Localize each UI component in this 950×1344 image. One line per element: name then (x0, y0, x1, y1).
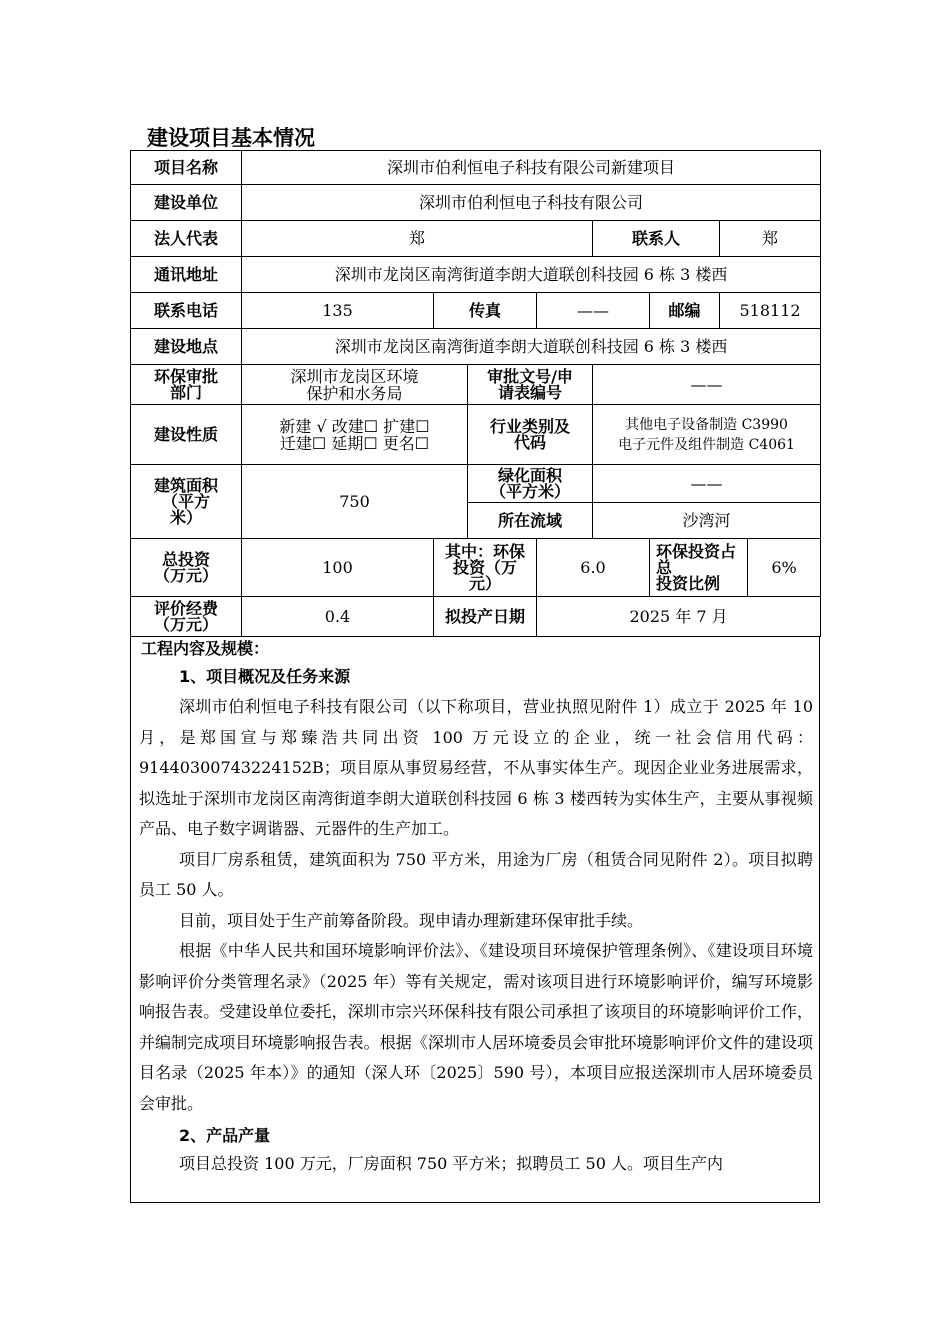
project-content-section (130, 636, 820, 1203)
basin-value: 沙湾河 (593, 503, 821, 539)
industry-label: 行业类别及 代码 (468, 405, 593, 465)
construction-unit-value: 深圳市伯利恒电子科技有限公司 (242, 185, 821, 221)
basin-label: 所在流域 (468, 503, 593, 539)
row-construction-unit (131, 185, 821, 221)
paragraph-5: 项目总投资 100 万元，厂房面积 750 平方米；拟聘员工 50 人。项目生产内 (179, 1154, 723, 1173)
approval-dept-label: 环保审批 部门 (131, 365, 242, 405)
green-area-label: 绿化面积 （平方米） (468, 465, 593, 503)
eval-fee-label: 评价经费 （万元） (131, 597, 242, 637)
section-1-title: 1、项目概况及任务来源 (179, 667, 351, 686)
env-ratio-value: 6% (748, 539, 821, 597)
env-ratio-label: 环保投资占总 投资比例 (650, 539, 748, 597)
project-info-table (130, 150, 821, 637)
env-investment-value: 6.0 (537, 539, 650, 597)
legal-rep-value: 郑 (242, 221, 593, 257)
area-label: 建筑面积 （平方 米） (131, 465, 242, 539)
postcode-label: 邮编 (650, 293, 720, 329)
area-value: 750 (242, 465, 468, 539)
fax-value: —— (537, 293, 650, 329)
address-label: 通讯地址 (131, 257, 242, 293)
phone-value: 135 (242, 293, 434, 329)
project-name-label: 项目名称 (131, 151, 242, 185)
green-area-value: —— (593, 465, 821, 503)
approval-dept-value: 深圳市龙岗区环境 保护和水务局 (242, 365, 468, 405)
approval-doc-value: —— (593, 365, 821, 405)
env-investment-label: 其中：环保 投资（万 元） (434, 539, 537, 597)
row-investment (131, 539, 821, 597)
row-legal-rep (131, 221, 821, 257)
nature-label: 建设性质 (131, 405, 242, 465)
row-project-name (131, 151, 821, 185)
total-investment-label: 总投资 （万元） (131, 539, 242, 597)
total-investment-value: 100 (242, 539, 434, 597)
fax-label: 传真 (434, 293, 537, 329)
paragraph-2: 项目厂房系租赁，建筑面积为 750 平方米，用途为厂房（租赁合同见附件 2）。项目拟聘员工 50 人。 (139, 849, 813, 899)
row-nature (131, 405, 821, 465)
postcode-value: 518112 (720, 293, 821, 329)
row-approval (131, 365, 821, 405)
row-eval-fee (131, 597, 821, 637)
construction-unit-label: 建设单位 (131, 185, 242, 221)
paragraph-4: 根据《中华人民共和国环境影响评价法》、《建设项目环境保护管理条例》、《建设项目环境影响评价分类管理名录》（2025 年）等有关规定，需对该项目进行环境影响评价，编写环境影响报告表。受建设单位委托，深圳市宗兴环保科技有限公司承担了该项目的环境影响评价工作，并编制完成项目环境影响报告表。根据《深圳市人居环境委员会审批环境影响评价文件的建设项目名录（2025 年本）》的通知（深人环〔2025〕590 号），本项目应报送深圳市人居环境委员会审批。 (139, 941, 813, 1113)
contact-value: 郑 (720, 221, 821, 257)
row-phone (131, 293, 821, 329)
nature-options (242, 405, 468, 465)
content-heading: 工程内容及规模： (141, 639, 270, 658)
eval-fee-value: 0.4 (242, 597, 434, 637)
paragraph-3: 目前，项目处于生产前筹备阶段。现申请办理新建环保审批手续。 (179, 910, 644, 930)
site-value: 深圳市龙岗区南湾街道李朗大道联创科技园 6 栋 3 楼西 (242, 329, 821, 365)
production-date-label: 拟投产日期 (434, 597, 537, 637)
row-address (131, 257, 821, 293)
phone-label: 联系电话 (131, 293, 242, 329)
nature-options-line-2: 迁建☐ 延期☐ 更名☐ (279, 433, 430, 453)
section-2-title: 2、产品产量 (179, 1126, 271, 1145)
industry-value: 其他电子设备制造 C3990 电子元件及组件制造 C4061 (593, 405, 821, 465)
address-value: 深圳市龙岗区南湾街道李朗大道联创科技园 6 栋 3 楼西 (242, 257, 821, 293)
page-title: 建设项目基本情况 (147, 126, 315, 150)
nature-options-line-1: 新建 √ 改建☐ 扩建☐ (279, 416, 430, 436)
row-site (131, 329, 821, 365)
approval-doc-label: 审批文号/申 请表编号 (468, 365, 593, 405)
legal-rep-label: 法人代表 (131, 221, 242, 257)
paragraph-1: 深圳市伯利恒电子科技有限公司（以下称项目，营业执照见附件 1）成立于 2025 年 10 月，是郑国宣与郑臻浩共同出资 100 万元设立的企业，统一社会信用代码：91440300743224152B；项目原从事贸易经营，不从事实体生产。现因企业业务进展需求，拟选址于深圳市龙岗区南湾街道李朗大道联创科技园 6 栋 3 楼西转为实体生产，主要从事视频产品、电子数字调谐器、元器件的生产加工。 (139, 697, 813, 838)
contact-label: 联系人 (593, 221, 720, 257)
row-area (131, 465, 821, 503)
production-date-value: 2025 年 7 月 (537, 597, 821, 637)
site-label: 建设地点 (131, 329, 242, 365)
project-name-value: 深圳市伯利恒电子科技有限公司新建项目 (242, 151, 821, 185)
